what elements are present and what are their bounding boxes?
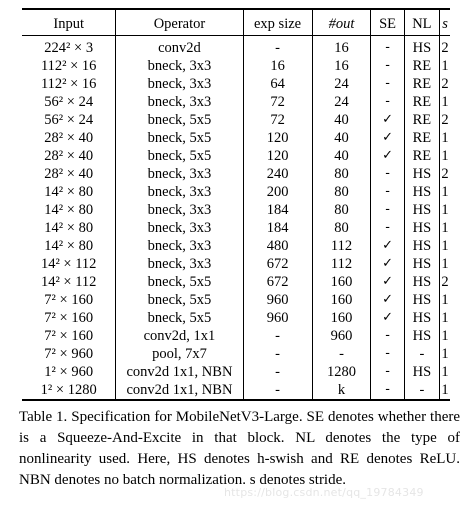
cell-se: -: [371, 75, 404, 93]
cell-input: 28² × 40: [44, 130, 94, 146]
cell-se: -: [371, 201, 404, 219]
table-row: [22, 237, 450, 255]
cell-out: 16: [312, 57, 371, 75]
table-row: [22, 93, 450, 111]
cell-se: -: [371, 381, 404, 401]
cell-exp-size: 72: [243, 111, 312, 129]
table-row: [22, 309, 450, 327]
cell-input: 1² × 960: [44, 364, 94, 380]
table-row: [22, 57, 450, 75]
cell-se: ✓: [371, 291, 404, 309]
cell-operator: bneck, 3x3: [116, 57, 243, 75]
cell-operator: conv2d: [116, 36, 243, 58]
table-row: [22, 201, 450, 219]
table-row: [22, 291, 450, 309]
table-row: [22, 111, 450, 129]
cell-operator: bneck, 3x3: [116, 219, 243, 237]
cell-operator: conv2d, 1x1: [116, 327, 243, 345]
cell-operator: bneck, 3x3: [116, 165, 243, 183]
cell-input: 14² × 80: [44, 202, 94, 218]
cell-exp-size: -: [243, 381, 312, 401]
cell-nl: RE: [404, 147, 439, 165]
cell-exp-size: 480: [243, 237, 312, 255]
header-row: [22, 10, 450, 36]
cell-exp-size: 72: [243, 93, 312, 111]
table-body: [22, 36, 450, 402]
cell-exp-size: 672: [243, 255, 312, 273]
cell-exp-size: 16: [243, 57, 312, 75]
cell-input: 14² × 112: [40, 274, 97, 290]
cell-exp-size: 240: [243, 165, 312, 183]
cell-stride: 2: [440, 36, 450, 58]
cell-operator: bneck, 5x5: [116, 273, 243, 291]
header-se: SE: [371, 10, 404, 36]
header-out: #out: [312, 10, 371, 36]
table-row: [22, 363, 450, 381]
cell-se: -: [371, 57, 404, 75]
cell-nl: HS: [404, 309, 439, 327]
cell-input: 14² × 112: [40, 256, 97, 272]
cell-exp-size: -: [243, 36, 312, 58]
cell-operator: bneck, 5x5: [116, 111, 243, 129]
cell-input: 14² × 80: [44, 220, 94, 236]
cell-stride: 2: [441, 166, 449, 182]
cell-input: 7² × 160: [44, 292, 94, 308]
cell-stride: 2: [441, 76, 449, 92]
cell-exp-size: 672: [243, 273, 312, 291]
cell-stride: 1: [441, 202, 449, 218]
cell-out: k: [312, 381, 371, 401]
cell-stride: 1: [441, 292, 449, 308]
cell-exp-size: 184: [243, 201, 312, 219]
cell-nl: HS: [404, 291, 439, 309]
table-row: [22, 75, 450, 93]
header-nl: NL: [404, 10, 439, 36]
cell-nl: RE: [404, 57, 439, 75]
cell-out: 80: [312, 201, 371, 219]
table-row: [22, 381, 450, 401]
cell-se: -: [371, 165, 404, 183]
cell-nl: HS: [404, 237, 439, 255]
cell-operator: bneck, 3x3: [116, 255, 243, 273]
cell-nl: HS: [404, 201, 439, 219]
cell-input: 28² × 40: [44, 166, 94, 182]
cell-input: 14² × 80: [44, 184, 94, 200]
header-exp-size: exp size: [243, 10, 312, 36]
table-row: [22, 183, 450, 201]
cell-se: -: [371, 219, 404, 237]
cell-nl: HS: [404, 165, 439, 183]
cell-se: ✓: [371, 255, 404, 273]
cell-operator: bneck, 3x3: [116, 201, 243, 219]
cell-out: 40: [312, 147, 371, 165]
cell-nl: RE: [404, 93, 439, 111]
cell-se: -: [371, 363, 404, 381]
cell-stride: 1: [441, 130, 449, 146]
cell-exp-size: 200: [243, 183, 312, 201]
cell-se: ✓: [371, 129, 404, 147]
cell-input: 7² × 160: [44, 328, 94, 344]
cell-out: 112: [312, 255, 371, 273]
cell-out: 160: [312, 291, 371, 309]
cell-stride: 2: [441, 274, 449, 290]
cell-se: ✓: [371, 273, 404, 291]
cell-stride: 1: [441, 148, 449, 164]
cell-operator: bneck, 5x5: [116, 147, 243, 165]
table-row: [22, 327, 450, 345]
cell-operator: bneck, 5x5: [116, 291, 243, 309]
cell-stride: 1: [441, 310, 449, 326]
cell-nl: RE: [404, 111, 439, 129]
cell-stride: 1: [441, 364, 449, 380]
cell-stride: 1: [441, 94, 449, 110]
cell-input: 1² × 1280: [40, 382, 97, 398]
cell-se: -: [371, 183, 404, 201]
table-caption: Table 1. Specification for MobileNetV3-Large. SE denotes whether there is a Squeeze-And-Excite in that block. NL denotes the type of nonlinearity used. Here, HS denotes h-swish and RE denotes ReLU. NBN denotes no batch normalization. s denotes stride.: [19, 409, 460, 488]
cell-nl: HS: [404, 219, 439, 237]
header-stride: s: [440, 10, 450, 36]
cell-exp-size: 960: [243, 309, 312, 327]
cell-stride: 1: [440, 381, 450, 401]
cell-out: 24: [312, 93, 371, 111]
cell-operator: conv2d 1x1, NBN: [116, 381, 243, 401]
cell-se: -: [371, 93, 404, 111]
header-input: Input: [22, 10, 116, 36]
cell-input: 28² × 40: [44, 148, 94, 164]
cell-out: 80: [312, 165, 371, 183]
cell-stride: 1: [441, 58, 449, 74]
cell-out: 112: [312, 237, 371, 255]
cell-stride: 1: [441, 220, 449, 236]
cell-exp-size: 64: [243, 75, 312, 93]
cell-nl: RE: [404, 129, 439, 147]
cell-nl: HS: [404, 273, 439, 291]
cell-out: 80: [312, 183, 371, 201]
table-row: [22, 273, 450, 291]
cell-nl: HS: [404, 363, 439, 381]
cell-exp-size: 960: [243, 291, 312, 309]
cell-input: 7² × 960: [44, 346, 94, 362]
cell-operator: bneck, 3x3: [116, 75, 243, 93]
cell-exp-size: -: [243, 345, 312, 363]
header-operator: Operator: [116, 10, 243, 36]
cell-nl: HS: [404, 255, 439, 273]
cell-se: -: [371, 36, 404, 58]
cell-stride: 1: [441, 328, 449, 344]
table-row: [22, 255, 450, 273]
cell-input: 112² × 16: [40, 58, 97, 74]
cell-se: -: [371, 345, 404, 363]
cell-stride: 2: [441, 112, 449, 128]
cell-exp-size: -: [243, 327, 312, 345]
cell-input: 112² × 16: [40, 76, 97, 92]
spec-table: [22, 10, 450, 401]
cell-nl: -: [404, 381, 439, 401]
cell-out: 160: [312, 309, 371, 327]
cell-se: -: [371, 327, 404, 345]
cell-stride: 1: [441, 256, 449, 272]
table-row: [22, 36, 450, 58]
cell-input: 56² × 24: [44, 94, 94, 110]
cell-se: ✓: [371, 237, 404, 255]
cell-out: 160: [312, 273, 371, 291]
table-row: [22, 147, 450, 165]
cell-operator: bneck, 5x5: [116, 129, 243, 147]
cell-input: 7² × 160: [44, 310, 94, 326]
cell-se: ✓: [371, 111, 404, 129]
cell-exp-size: 120: [243, 129, 312, 147]
table-row: [22, 345, 450, 363]
cell-nl: HS: [404, 36, 439, 58]
table-row: [22, 219, 450, 237]
cell-out: -: [312, 345, 371, 363]
cell-exp-size: -: [243, 363, 312, 381]
cell-exp-size: 184: [243, 219, 312, 237]
cell-operator: bneck, 3x3: [116, 183, 243, 201]
cell-out: 80: [312, 219, 371, 237]
cell-se: ✓: [371, 147, 404, 165]
cell-input: 14² × 80: [44, 238, 94, 254]
cell-operator: bneck, 3x3: [116, 93, 243, 111]
cell-nl: RE: [404, 75, 439, 93]
cell-out: 24: [312, 75, 371, 93]
cell-out: 40: [312, 111, 371, 129]
cell-operator: conv2d 1x1, NBN: [116, 363, 243, 381]
cell-stride: 1: [441, 346, 449, 362]
watermark: https://blog.csdn.net/qq_19784349: [224, 486, 424, 499]
table-row: [22, 129, 450, 147]
cell-stride: 1: [441, 184, 449, 200]
cell-nl: -: [404, 345, 439, 363]
cell-out: 960: [312, 327, 371, 345]
cell-nl: HS: [404, 327, 439, 345]
cell-operator: pool, 7x7: [116, 345, 243, 363]
cell-stride: 1: [441, 238, 449, 254]
cell-operator: bneck, 5x5: [116, 309, 243, 327]
table-row: [22, 165, 450, 183]
cell-exp-size: 120: [243, 147, 312, 165]
cell-out: 1280: [312, 363, 371, 381]
cell-nl: HS: [404, 183, 439, 201]
cell-out: 40: [312, 129, 371, 147]
cell-input: 56² × 24: [44, 112, 94, 128]
cell-se: ✓: [371, 309, 404, 327]
cell-out: 16: [312, 36, 371, 58]
cell-input: 224² × 3: [44, 40, 94, 56]
cell-operator: bneck, 3x3: [116, 237, 243, 255]
